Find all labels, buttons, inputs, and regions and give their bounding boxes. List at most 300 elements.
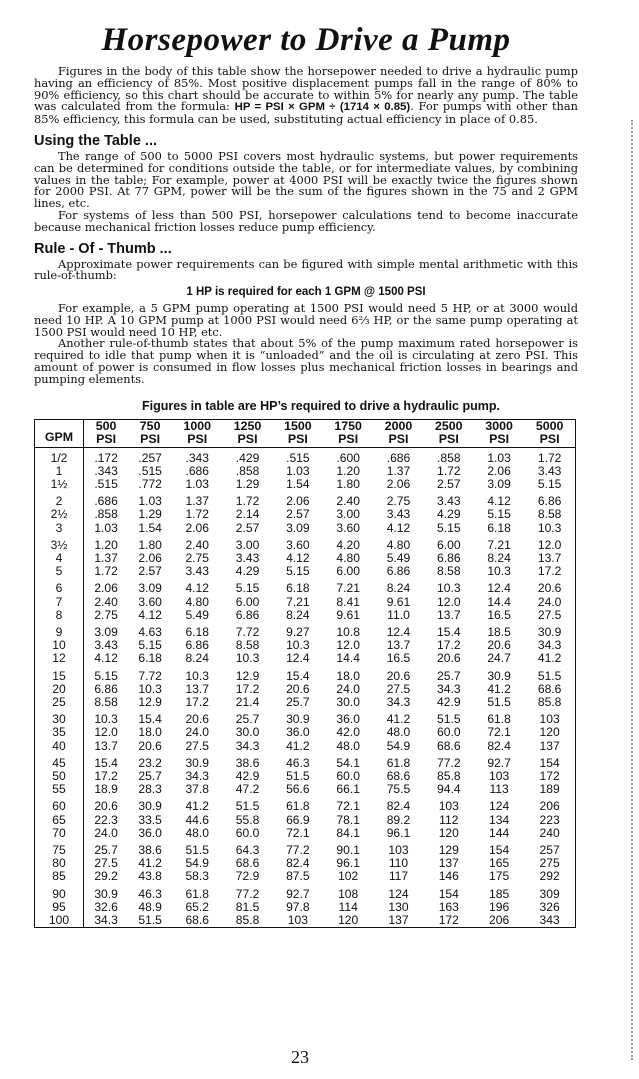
hp-value-cell: 137 [388,913,409,928]
hp-value-cell: 48.0 [336,738,360,753]
hp-value-cell: 94.4 [437,782,461,797]
hp-value-cell: 154 [489,843,510,858]
psi-column-header [128,419,172,447]
hp-value-cell: 8.41 [336,594,360,609]
hp-value-cell: 1.54 [138,520,162,535]
hp-value-cell: 1.20 [94,537,118,552]
hp-value-cell: 12.4 [286,651,310,666]
hp-value-cell: 124 [489,799,510,814]
hp-value-cell: 6.00 [437,537,461,552]
hp-value-cell: 51.5 [138,913,162,928]
hp-formula: HP = PSI × GPM ÷ (1714 × 0.85) [234,101,411,114]
hp-value-cell: 144 [489,825,510,840]
hp-value-cell: 43.8 [138,869,162,884]
hp-value-cell: .600 [336,450,360,465]
psi-column-header [474,419,524,447]
hp-value-cell: 18.9 [94,782,118,797]
table-row [35,465,576,478]
hp-value-cell: 7.21 [336,581,360,596]
hp-value-cell: 66.1 [336,782,360,797]
hp-value-cell: 3.00 [235,537,260,552]
hp-value-cell: .686 [185,463,209,478]
hp-value-cell: 68.6 [235,856,260,871]
hp-value-cell: 5.49 [185,607,209,622]
hp-value-cell: .686 [94,494,118,509]
hp-value-cell: 33.5 [138,812,162,827]
hp-value-cell: 3.09 [138,581,162,596]
hp-value-cell: 14.4 [336,651,360,666]
gpm-cell: 8 [35,609,84,622]
hp-value-cell: 72.9 [235,869,260,884]
hp-value-cell: 38.6 [235,755,260,770]
table-row [35,783,576,796]
hp-value-cell: 25.7 [437,668,461,683]
hp-value-cell: 4.12 [286,550,310,565]
gpm-cell: 3½ [35,535,84,552]
psi-unit-label: PSI [338,432,359,447]
hp-value-cell: 82.4 [487,738,511,753]
rule-of-thumb-highlight: 1 HP is required for each 1 GPM @ 1500 PSI [186,286,426,299]
hp-value-cell: 42.9 [235,769,260,783]
hp-value-cell: 114 [338,899,358,914]
hp-value-cell: 17.2 [185,694,209,709]
hp-value-cell: 17.2 [537,564,562,579]
hp-value-cell: 68.6 [386,769,411,783]
psi-value-label: 500 [95,418,117,433]
gpm-cell: 15 [35,666,84,683]
hp-value-cell: 32.6 [94,899,118,914]
psi-column-header [172,419,222,447]
hp-value-cell: 6.18 [286,581,310,596]
gpm-cell: 20 [35,683,84,696]
hp-value-cell: 1.80 [138,537,162,552]
hp-value-cell: 61.8 [185,886,209,901]
hp-value-cell: 1.03 [94,520,118,535]
hp-value-cell: 30.9 [185,755,209,770]
hp-value-cell: 18.5 [487,624,511,639]
hp-value-cell: 2.06 [487,463,511,478]
hp-value-cell: 1.29 [138,507,162,522]
hp-value-cell: 15.4 [94,755,118,770]
hp-value-cell: 29.2 [94,869,118,884]
hp-value-cell: 54.1 [336,755,360,770]
hp-value-cell: 12.0 [437,594,461,609]
hp-value-cell: 6.86 [437,550,461,565]
gpm-cell: 45 [35,753,84,770]
gpm-cell: 9 [35,622,84,639]
gpm-cell: 40 [35,740,84,753]
hp-value-cell: 103 [489,769,510,783]
hp-value-cell: 46.3 [138,886,162,901]
hp-value-cell: 56.6 [286,782,310,797]
hp-value-cell: 34.3 [537,638,562,653]
hp-value-cell: 17.2 [94,769,118,783]
hp-value-cell: 102 [338,869,359,884]
hp-value-cell: 96.1 [336,856,360,871]
rule-of-thumb-heading: Rule - Of - Thumb ... [34,240,172,257]
hp-value-cell: 34.3 [235,738,260,753]
psi-unit-label: PSI [237,432,258,447]
gpm-cell: 2 [35,491,84,508]
hp-value-cell: 206 [489,913,510,928]
psi-column-header [222,419,272,447]
psi-value-label: 1250 [233,418,262,433]
hp-value-cell: 146 [438,869,459,884]
hp-value-cell: 24.0 [94,825,118,840]
hp-value-cell: 18.0 [336,668,360,683]
table-row [35,622,576,639]
hp-value-cell: 1.72 [185,507,209,522]
hp-value-cell: 15.4 [286,668,310,683]
hp-value-cell: 117 [388,869,409,884]
hp-value-cell: 24.0 [185,725,209,740]
hp-value-cell: 24.0 [537,594,562,609]
hp-value-cell: .858 [437,450,461,465]
hp-value-cell: 51.5 [537,668,562,683]
hp-value-cell: 137 [539,738,560,753]
table-row [35,753,576,770]
hp-value-cell: 68.6 [185,913,209,928]
hp-value-cell: .515 [286,450,310,465]
hp-value-cell: .343 [94,463,118,478]
hp-value-cell: 7.72 [138,668,162,683]
hp-value-cell: 206 [539,799,560,814]
hp-value-cell: 6.86 [94,681,118,696]
hp-value-cell: 3.60 [286,537,310,552]
psi-unit-label: PSI [96,432,117,447]
horsepower-table [34,419,576,929]
hp-value-cell: 5.15 [235,581,260,596]
gpm-column-header: GPM [35,419,84,447]
hp-value-cell: 15.4 [437,624,461,639]
hp-value-cell: 72.1 [336,799,360,814]
hp-value-cell: 44.6 [185,812,209,827]
hp-value-cell: 3.43 [94,638,118,653]
hp-value-cell: 10.3 [437,581,461,596]
hp-value-cell: 41.2 [537,651,562,666]
hp-value-cell: 30.9 [487,668,511,683]
table-row [35,491,576,508]
binding-edge-dots [629,120,633,1060]
hp-value-cell: 42.0 [336,725,360,740]
hp-value-cell: 30.0 [235,725,260,740]
hp-value-cell: 1.03 [185,476,209,491]
hp-value-cell: 24.7 [487,651,511,666]
hp-value-cell: 51.5 [235,799,260,814]
hp-value-cell: 65.2 [185,899,209,914]
hp-value-cell: 5.15 [537,476,562,491]
hp-value-cell: 48.9 [138,899,162,914]
hp-value-cell: .686 [386,450,411,465]
hp-value-cell: 12.0 [94,725,118,740]
hp-value-cell: 4.29 [437,507,461,522]
hp-value-cell: 110 [388,856,409,871]
hp-value-cell: 12.9 [235,668,260,683]
hp-value-cell: 89.2 [386,812,411,827]
hp-value-cell: .343 [185,450,209,465]
hp-value-cell: 60.0 [336,769,360,783]
hp-value-cell: 6.00 [235,594,260,609]
hp-value-cell: 72.1 [487,725,511,740]
hp-value-cell: 5.15 [286,564,310,579]
hp-value-cell: 3.43 [437,494,461,509]
table-row [35,609,576,622]
hp-value-cell: 8.58 [235,638,260,653]
table-row [35,827,576,840]
psi-unit-label: PSI [388,432,409,447]
hp-value-cell: 34.3 [386,694,411,709]
hp-value-cell: .515 [138,463,162,478]
hp-value-cell: 37.8 [185,782,209,797]
hp-value-cell: 1.37 [185,494,209,509]
gpm-cell: 80 [35,857,84,870]
table-row [35,740,576,753]
hp-value-cell: 8.58 [437,564,461,579]
using-table-paragraph: The range of 500 to 5000 PSI covers most hydraulic systems, but power requirements can be determined for conditions outside the table, or for intermediate values, by combining values in the table; For example, power at 4000 PSI will be exactly twice the figures shown for 2000 PSI. At 77 GPM, power will be the sum of the figures shown in the 75 and 2 GPM lines, etc. [34,148,578,211]
gpm-cell: 1 [35,465,84,478]
hp-value-cell: 54.9 [386,738,411,753]
hp-value-cell: 11.0 [387,607,410,622]
hp-value-cell: 154 [438,886,459,901]
hp-value-cell: 2.06 [386,476,411,491]
hp-value-cell: .858 [235,463,260,478]
hp-value-cell: 17.2 [235,681,260,696]
psi-unit-label: PSI [438,432,459,447]
hp-value-cell: 6.18 [138,651,162,666]
hp-value-cell: 1.80 [336,476,360,491]
hp-value-cell: 20.6 [537,581,562,596]
hp-value-cell: 36.0 [138,825,162,840]
hp-value-cell: 4.12 [185,581,209,596]
gpm-cell: 30 [35,709,84,726]
hp-value-cell: 1.20 [336,463,360,478]
hp-value-cell: 3.60 [336,520,360,535]
hp-value-cell: 92.7 [286,886,310,901]
hp-value-cell: 85.8 [235,913,260,928]
hp-value-cell: 30.9 [537,624,562,639]
gpm-cell: 70 [35,827,84,840]
hp-value-cell: 20.6 [138,738,162,753]
psi-value-label: 3000 [485,418,513,433]
hp-value-cell: 21.4 [235,694,260,709]
hp-value-cell: 23.2 [138,755,162,770]
hp-value-cell: 82.4 [386,799,411,814]
hp-value-cell: 7.72 [235,624,260,639]
hp-value-cell: 223 [539,812,560,827]
hp-value-cell: 90.1 [336,843,360,858]
hp-value-cell: 51.5 [286,769,310,783]
hp-value-cell: 8.58 [94,694,118,709]
hp-value-cell: 189 [539,782,560,797]
hp-value-cell: 85.8 [537,694,562,709]
hp-value-cell: 22.3 [94,812,118,827]
psi-value-label: 1750 [334,418,362,433]
hp-value-cell: 20.6 [94,799,118,814]
hp-value-cell: 25.7 [286,694,310,709]
hp-value-cell: 2.06 [138,550,162,565]
hp-value-cell: 137 [438,856,459,871]
psi-column-header [273,419,323,447]
psi-value-label: 5000 [535,418,564,433]
hp-value-cell: 51.5 [185,843,209,858]
hp-value-cell: 61.8 [286,799,310,814]
hp-value-cell: 175 [489,869,510,884]
gpm-cell: 50 [35,770,84,783]
hp-value-cell: 13.7 [386,638,411,653]
hp-value-cell: .429 [235,450,260,465]
hp-value-cell: 48.0 [386,725,411,740]
hp-value-cell: 12.4 [487,581,511,596]
hp-value-cell: 4.12 [487,494,511,509]
gpm-cell: 35 [35,726,84,739]
hp-value-cell: 77.2 [235,886,260,901]
gpm-cell: 1½ [35,478,84,491]
hp-value-cell: 8.24 [286,607,310,622]
hp-value-cell: 46.3 [286,755,310,770]
hp-value-cell: 41.2 [185,799,209,814]
hp-value-cell: 103 [287,913,308,928]
hp-value-cell: 1.03 [487,450,511,465]
hp-value-cell: 77.2 [437,755,461,770]
table-row [35,565,576,578]
hp-value-cell: 18.0 [138,725,162,740]
table-row [35,814,576,827]
hp-value-cell: 61.8 [487,712,511,727]
hp-value-cell: 85.8 [437,769,461,783]
hp-value-cell: 17.2 [437,638,461,653]
hp-value-cell: 13.7 [537,550,562,565]
psi-value-label: 1000 [183,418,212,433]
hp-value-cell: 41.2 [286,738,310,753]
gpm-cell: 12 [35,652,84,665]
gpm-cell: 65 [35,814,84,827]
page-title: Horsepower to Drive a Pump [101,22,511,58]
hp-value-cell: .515 [94,476,118,491]
table-row [35,683,576,696]
intro-paragraph [34,66,578,126]
hp-value-cell: 9.61 [336,607,360,622]
hp-value-cell: 16.5 [386,651,411,666]
gpm-cell: 3 [35,522,84,535]
hp-value-cell: 196 [489,899,510,914]
hp-value-cell: 2.40 [185,537,209,552]
hp-value-cell: 240 [539,825,560,840]
hp-value-cell: 3.43 [235,550,260,565]
intro-text-before: Figures in the body of this table show the horsepower needed to drive a hydraulic pump having an efficiency of 85%. Most positive displacement pumps fall in the range of 80% to 90% efficiency, so this chart should be accurate to within 5% for nearly any pump. The table was calculated from the formula: [34,64,578,114]
table-row [35,478,576,491]
hp-value-cell: 16.5 [487,607,511,622]
gpm-cell: 7 [35,596,84,609]
hp-value-cell: 275 [539,856,560,871]
gpm-cell: 6 [35,578,84,595]
psi-unit-label: PSI [287,432,308,447]
hp-value-cell: 4.12 [94,651,118,666]
psi-column-header [524,419,575,447]
hp-value-cell: 6.18 [185,624,209,639]
hp-value-cell: 165 [489,856,510,871]
hp-value-cell: 1.29 [235,476,260,491]
hp-value-cell: 87.5 [286,869,310,884]
hp-value-cell: 30.9 [286,712,310,727]
hp-value-cell: 3.09 [94,624,118,639]
hp-value-cell: 36.0 [286,725,310,740]
rule-of-thumb-paragraph: Another rule-of-thumb states that about 5% of the pump maximum rated horsepower is required to idle that pump when it is “unloaded” and the oil is circulating at zero PSI. This amount of power is consumed in flow losses plus mechanical friction losses in bearings and pumping elements. [34,336,578,386]
hp-value-cell: 8.24 [386,581,411,596]
hp-value-cell: 343 [539,913,560,928]
hp-value-cell: 2.57 [138,564,162,579]
gpm-cell: 95 [35,901,84,914]
hp-value-cell: 20.6 [437,651,461,666]
hp-value-cell: 163 [438,899,459,914]
hp-value-cell: 185 [489,886,510,901]
hp-value-cell: 12.0 [537,537,562,552]
gpm-cell: 85 [35,870,84,883]
hp-value-cell: 5.15 [437,520,461,535]
hp-value-cell: 7.21 [286,594,310,609]
hp-value-cell: 51.5 [437,712,461,727]
hp-value-cell: 64.3 [235,843,260,858]
rule-of-thumb-intro: Approximate power requirements can be figured with simple mental arithmetic with this rule-of-thumb: [34,256,578,283]
hp-value-cell: 4.63 [138,624,162,639]
hp-value-cell: 10.3 [286,638,310,653]
hp-value-cell: 3.09 [286,520,310,535]
hp-value-cell: 1.37 [94,550,118,565]
hp-value-cell: 61.8 [386,755,411,770]
hp-value-cell: 4.12 [386,520,411,535]
table-row [35,726,576,739]
table-row [35,709,576,726]
hp-value-cell: 2.06 [286,494,310,509]
hp-value-cell: 7.21 [487,537,511,552]
hp-value-cell: 20.6 [487,638,511,653]
hp-value-cell: 103 [438,799,459,814]
hp-value-cell: 108 [338,886,359,901]
hp-value-cell: 1.54 [286,476,310,491]
hp-value-cell: 6.18 [487,520,511,535]
psi-value-label: 750 [139,418,161,433]
table-row [35,535,576,552]
hp-value-cell: 3.43 [185,564,209,579]
hp-value-cell: 4.12 [138,607,162,622]
hp-value-cell: 25.7 [138,769,162,783]
hp-value-cell: 75.5 [386,782,411,797]
hp-value-cell: 12.9 [138,694,162,709]
hp-value-cell: 92.7 [487,755,511,770]
hp-value-cell: 4.80 [336,550,360,565]
hp-value-cell: 2.75 [94,607,118,622]
hp-value-cell: 8.24 [487,550,511,565]
gpm-cell: 1/2 [35,447,84,465]
hp-value-cell: 2.75 [386,494,411,509]
hp-value-cell: 120 [338,913,359,928]
psi-column-header [323,419,373,447]
hp-value-cell: 1.72 [437,463,461,478]
using-table-heading: Using the Table ... [34,132,157,149]
table-row [35,666,576,683]
hp-value-cell: 34.3 [94,913,118,928]
hp-value-cell: 8.58 [537,507,562,522]
hp-value-cell: 77.2 [286,843,310,858]
gpm-cell: 5 [35,565,84,578]
hp-value-cell: 20.6 [286,681,310,696]
hp-value-cell: 326 [539,899,560,914]
hp-value-cell: 2.06 [185,520,209,535]
hp-value-cell: 172 [539,769,560,783]
hp-value-cell: 58.3 [185,869,209,884]
hp-value-cell: 38.6 [138,843,162,858]
hp-value-cell: 3.43 [537,463,562,478]
hp-value-cell: 120 [438,825,459,840]
